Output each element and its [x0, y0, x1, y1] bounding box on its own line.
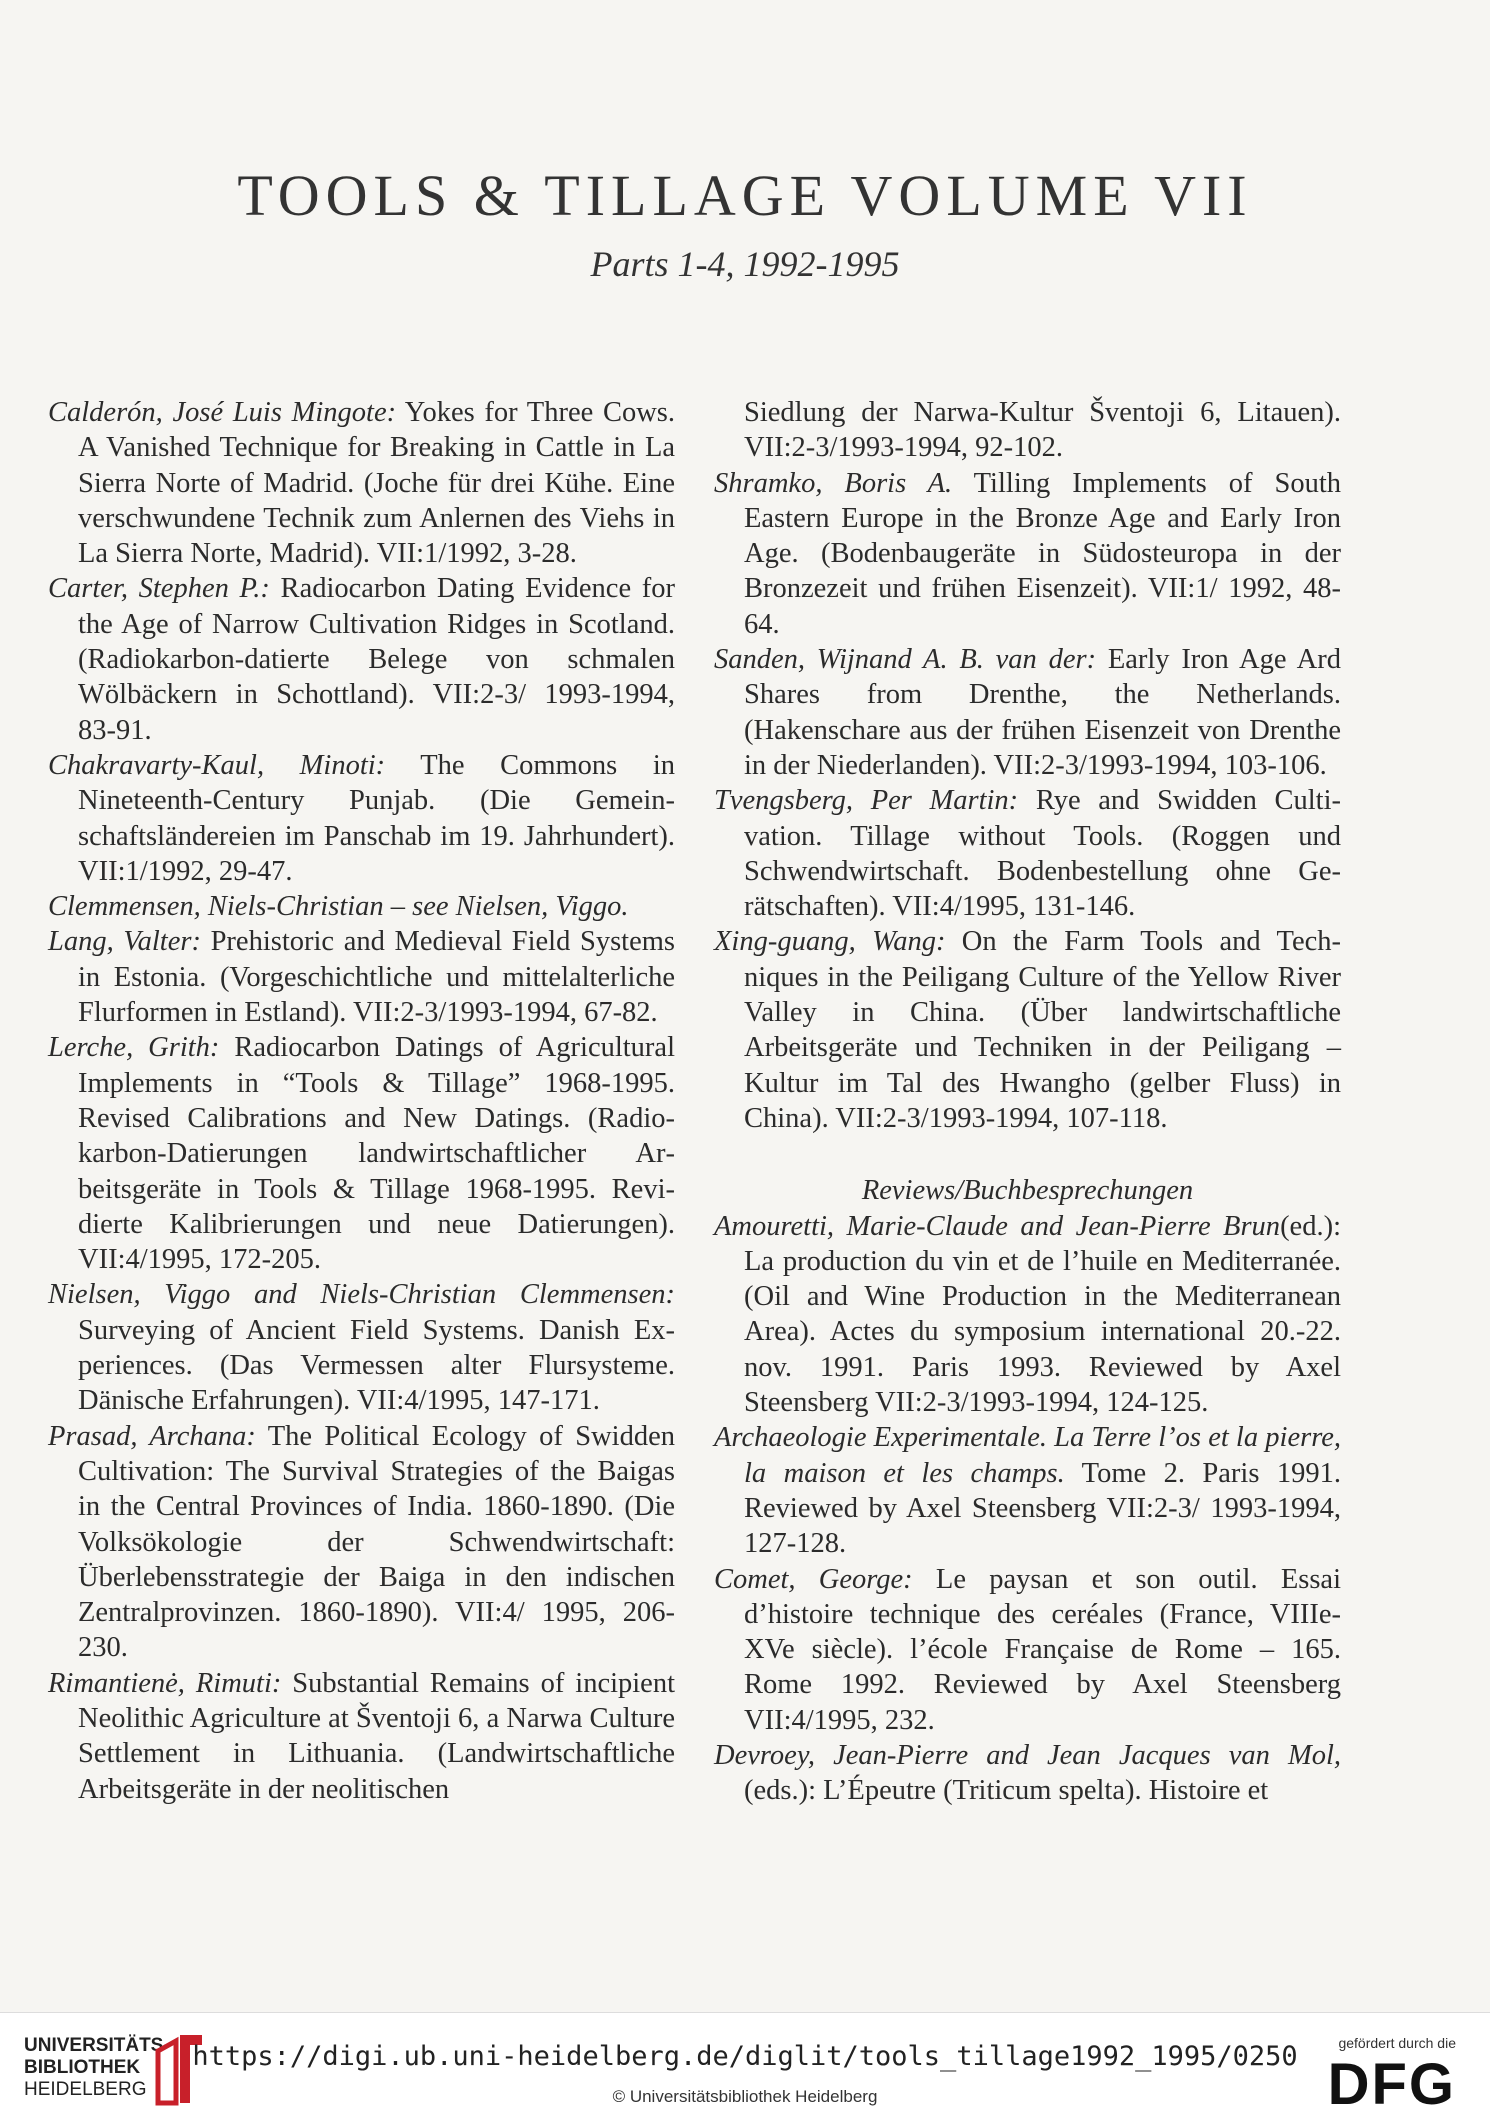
- entry-author: Rimantienė, Rimuti:: [48, 1667, 282, 1699]
- index-entry: [714, 924, 1341, 1136]
- index-entry: [48, 1419, 675, 1666]
- entry-author: Xing-guang, Wang:: [714, 926, 946, 958]
- entry-text: Prehistoric and Medieval Field Systems in Estonia. (Vorgeschichtliche und mittelalterliche Flurformen in Estland). VII:2-3/1993-1994, 67-82.: [78, 926, 675, 1029]
- index-entry: [714, 783, 1341, 924]
- review-entry: [714, 1562, 1341, 1738]
- entry-text: Le paysan et son outil. Essai d’histoire technique des ceréales (France, VIIIe-XVe siècle). l’école Française de Rome – 165. Rome 1992. Reviewed by Axel Steensberg VII:4/1995, 232.: [744, 1563, 1341, 1736]
- review-entry: [714, 1209, 1341, 1421]
- index-entry: [48, 1277, 675, 1418]
- logo-line: UNIVERSITÄTS-: [24, 2035, 170, 2056]
- entry-author: Devroey, Jean-Pierre and Jean Jacques van Mol,: [714, 1739, 1341, 1771]
- page-title: TOOLS & TILLAGE VOLUME VII: [237, 163, 1253, 228]
- index-entry: [48, 1666, 675, 1807]
- dfg-logo[interactable]: DFG: [1327, 2052, 1456, 2117]
- entry-author: Shramko, Boris A.: [714, 467, 953, 499]
- entry-text: Surveying of Ancient Field Systems. Danish Experiences. (Das Vermessen alter Flursysteme. Dänische Erfahrungen). VII:4/1995, 147-171.: [78, 1314, 675, 1417]
- review-entry: [714, 1420, 1341, 1561]
- entry-author: Lang, Valter:: [48, 926, 201, 958]
- entry-text: On the Farm Tools and Techniques in the Peiligang Culture of the Yellow River Valley in China. (Über landwirtschaftliche Arbeitsgeräte und Techniken in der Peiligang – Kultur im Tal des Hwangho (gelber Fluss) in China). VII:2-3/1993-1994, 107-118.: [744, 926, 1341, 1134]
- entry-author: Clemmensen, Niels-Christian – see Nielsen, Viggo.: [48, 891, 629, 923]
- index-entry: [714, 642, 1341, 783]
- entry-author: Amouretti, Marie-Claude and Jean-Pierre Brun: [714, 1210, 1281, 1242]
- entry-text: Tome 2. Paris 1991. Reviewed by Axel Steensberg VII:2-3/ 1993-1994, 127-128.: [744, 1457, 1341, 1560]
- index-entry: [48, 571, 675, 747]
- entry-text: Early Iron Age Ard Shares from Drenthe, the Netherlands. (Hakenschare aus der frühen Eisenzeit von Drenthe in der Niederlanden). VII:2-3/1993-1994, 103-106.: [744, 644, 1341, 781]
- entry-author: Sanden, Wijnand A. B. van der:: [714, 644, 1097, 676]
- index-entry: [48, 395, 675, 571]
- entry-author: Calderón, José Luis Mingote:: [48, 397, 397, 428]
- entry-text: Yokes for Three Cows. A Vanished Technique for Breaking in Cattle in La Sierra Norte of Madrid. (Joche für drei Kühe. Eine verschwundene Technik zum Anlernen des Viehs in La Sierra Norte, Madrid). VII:1/1992, 3-28.: [78, 397, 675, 570]
- entry-text: Tilling Implements of South Eastern Europe in the Bronze Age and Early Iron Age. (Bodenbaugeräte in Südosteuropa in der Bronzezeit und frühen Eisenzeit). VII:1/ 1992, 48-64.: [744, 467, 1341, 640]
- logo-line: HEIDELBERG: [24, 2079, 147, 2100]
- entry-author: Tvengsberg, Per Martin:: [714, 785, 1019, 817]
- entry-text: Radiocarbon Datings of Agricultural Implements in “Tools & Tillage” 1968-1995. Revised Calibrations and New Datings. (Radiokarbon-Datierungen landwirtschaftlicher Arbeitsgeräte in Tools & Tillage 1968-1995. Revidierte Kalibrierungen und neue Datierungen). VII:4/1995, 172-205.: [78, 1032, 675, 1276]
- entry-text: (eds.): L’Épeutre (Triticum spelta). Histoire et: [744, 1775, 1269, 1807]
- index-entry: [48, 924, 675, 1030]
- entry-author: Comet, George:: [714, 1563, 913, 1595]
- index-entry: [48, 1030, 675, 1277]
- entry-text: The Commons in Nineteenth-Century Punjab. (Die Gemeinschaftsländereien im Panschab im 19. Jahrhundert). VII:1/1992, 29-47.: [78, 749, 675, 887]
- entry-text: Radiocarbon Dating Evidence for the Age of Narrow Cultivation Ridges in Scotland. (Radiokarbon-datierte Belege von schmalen Wölbäckern in Schottland). VII:2-3/ 1993-1994, 83-91.: [78, 573, 675, 746]
- index-entry: [48, 889, 675, 924]
- dfg-caption: gefördert durch die: [1338, 2035, 1456, 2051]
- entry-author: Prasad, Archana:: [48, 1420, 256, 1452]
- permalink-url[interactable]: https://digi.ub.uni-heidelberg.de/diglit/tools_tillage1992_1995/0250: [192, 2041, 1298, 2072]
- entry-author: Nielsen, Viggo and Niels-Christian Clemmensen:: [48, 1279, 675, 1311]
- entry-author: Chakravarty-Kaul, Minoti:: [48, 749, 386, 781]
- entry-author: Carter, Stephen P.:: [48, 573, 270, 605]
- reviews-heading: Reviews/Buchbesprechungen: [861, 1175, 1194, 1207]
- review-entry: [714, 1738, 1341, 1809]
- entry-text: (ed.): La production du vin et de l’huile en Mediterranée. (Oil and Wine Production in the Mediterranean Area). Actes du symposium international 20.-22. nov. 1991. Paris 1993. Reviewed by Axel Steensberg VII:2-3/1993-1994, 124-125.: [744, 1210, 1341, 1419]
- entry-continuation: Siedlung der Narwa-Kultur Šventoji 6, Litauen). VII:2-3/1993-1994, 92-102.: [744, 397, 1341, 464]
- logo-line: BIBLIOTHEK: [24, 2057, 141, 2078]
- entry-text: The Political Ecology of Swidden Cultivation: The Survival Strategies of the Baigas in the Central Provinces of India. 1860-1890. (Die Volksökologie der Schwendwirtschaft: Überlebensstrategie der Baiga in den indischen Zentralprovinzen. 1860-1890). VII:4/ 1995, 206-230.: [78, 1420, 675, 1664]
- footer-bar: [0, 2012, 1490, 2127]
- index-entry: [714, 466, 1341, 642]
- left-column: [48, 395, 675, 1807]
- entry-text: Rye and Swidden Cultivation. Tillage without Tools. (Roggen und Schwendwirtschaft. Bodenbestellung ohne Gerätschaften). VII:4/1995, 131-146.: [744, 785, 1342, 923]
- copyright-notice: © Universitätsbibliothek Heidelberg: [612, 2087, 878, 2106]
- entry-author: Archaeologie Experimentale. La Terre l’os et la pierre, la maison et les champs.: [714, 1422, 1341, 1489]
- index-entry: [48, 748, 675, 889]
- entry-text: Substantial Remains of incipient Neolithic Agriculture at Šventoji 6, a Narwa Culture Settlement in Lithuania. (Landwirtschaftliche Arbeitsgeräte in der neolitischen: [78, 1667, 675, 1805]
- entry-author: Lerche, Grith:: [48, 1032, 220, 1064]
- right-column: [714, 395, 1341, 1809]
- page-subtitle: Parts 1-4, 1992-1995: [590, 244, 900, 284]
